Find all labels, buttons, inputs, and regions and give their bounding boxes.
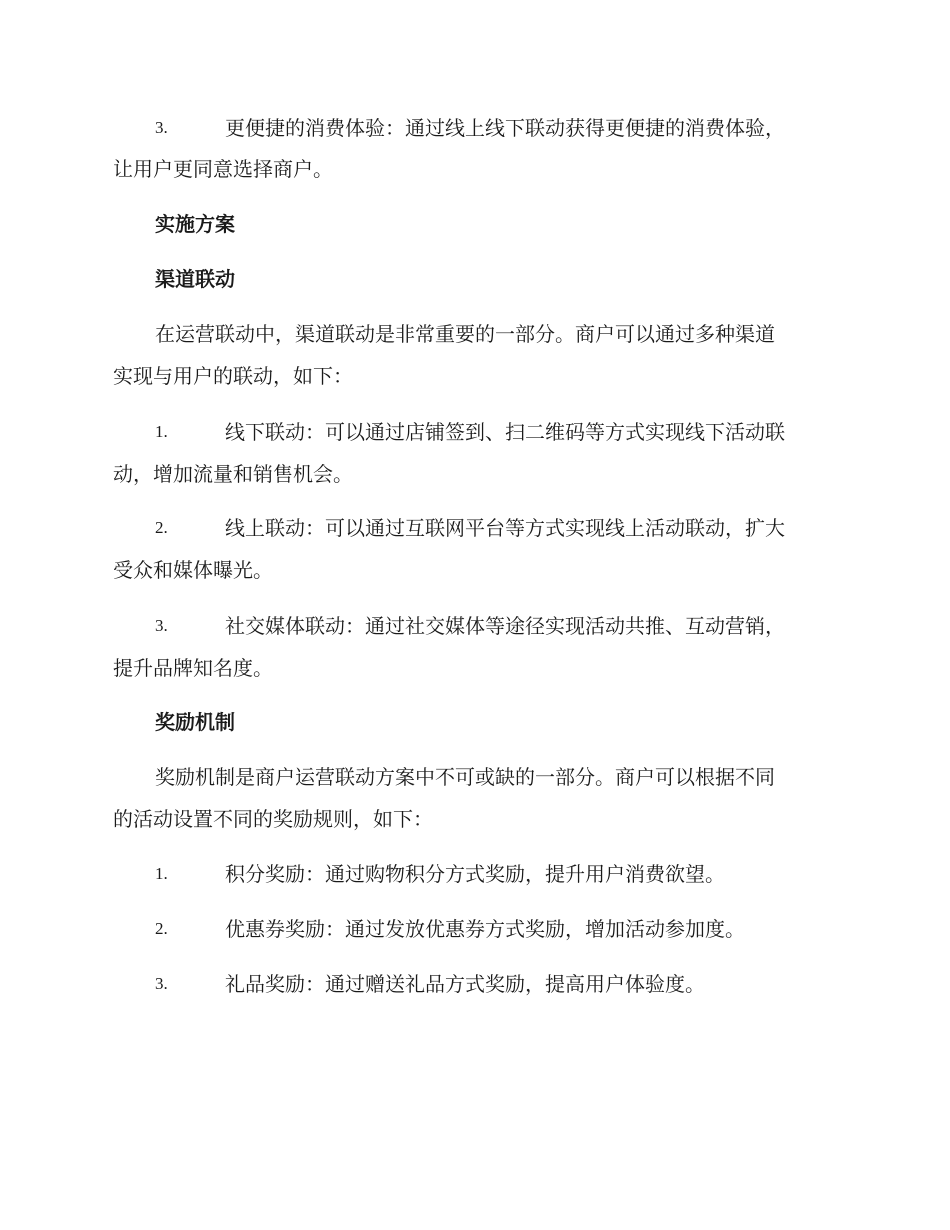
list-number: 3. <box>155 118 168 137</box>
paragraph-line: 在运营联动中，渠道联动是非常重要的一部分。商户可以通过多种渠道 <box>155 322 775 346</box>
list-item-text: 线下联动：可以通过店铺签到、扫二维码等方式实现线下活动联 <box>225 420 785 444</box>
list-item-text: 更便捷的消费体验：通过线上线下联动获得更便捷的消费体验， <box>225 116 785 140</box>
list-item-text: 社交媒体联动：通过社交媒体等途径实现活动共推、互动营销， <box>225 614 785 638</box>
paragraph-line: 奖励机制是商户运营联动方案中不可或缺的一部分。商户可以根据不同 <box>155 765 775 789</box>
list-number: 3. <box>155 974 168 993</box>
list-item-text-continued: 让用户更同意选择商户。 <box>113 157 333 181</box>
list-item-text: 礼品奖励：通过赠送礼品方式奖励，提高用户体验度。 <box>225 972 705 996</box>
paragraph-line: 实现与用户的联动，如下： <box>113 364 353 388</box>
list-number: 1. <box>155 422 168 441</box>
list-number: 2. <box>155 919 168 938</box>
list-item-text-continued: 提升品牌知名度。 <box>113 656 273 680</box>
list-number: 1. <box>155 864 168 883</box>
list-item-text-continued: 动，增加流量和销售机会。 <box>113 462 353 486</box>
list-item-text: 积分奖励：通过购物积分方式奖励，提升用户消费欲望。 <box>225 862 725 886</box>
list-item-text-continued: 受众和媒体曝光。 <box>113 558 273 582</box>
list-number: 3. <box>155 616 168 635</box>
section-heading-implementation: 实施方案 <box>155 212 235 236</box>
subsection-heading-channel: 渠道联动 <box>155 267 235 291</box>
list-number: 2. <box>155 518 168 537</box>
subsection-heading-reward: 奖励机制 <box>155 710 235 734</box>
list-item-text: 优惠券奖励：通过发放优惠券方式奖励，增加活动参加度。 <box>225 917 745 941</box>
list-item-text: 线上联动：可以通过互联网平台等方式实现线上活动联动，扩大 <box>225 516 785 540</box>
paragraph-line: 的活动设置不同的奖励规则，如下： <box>113 807 433 831</box>
